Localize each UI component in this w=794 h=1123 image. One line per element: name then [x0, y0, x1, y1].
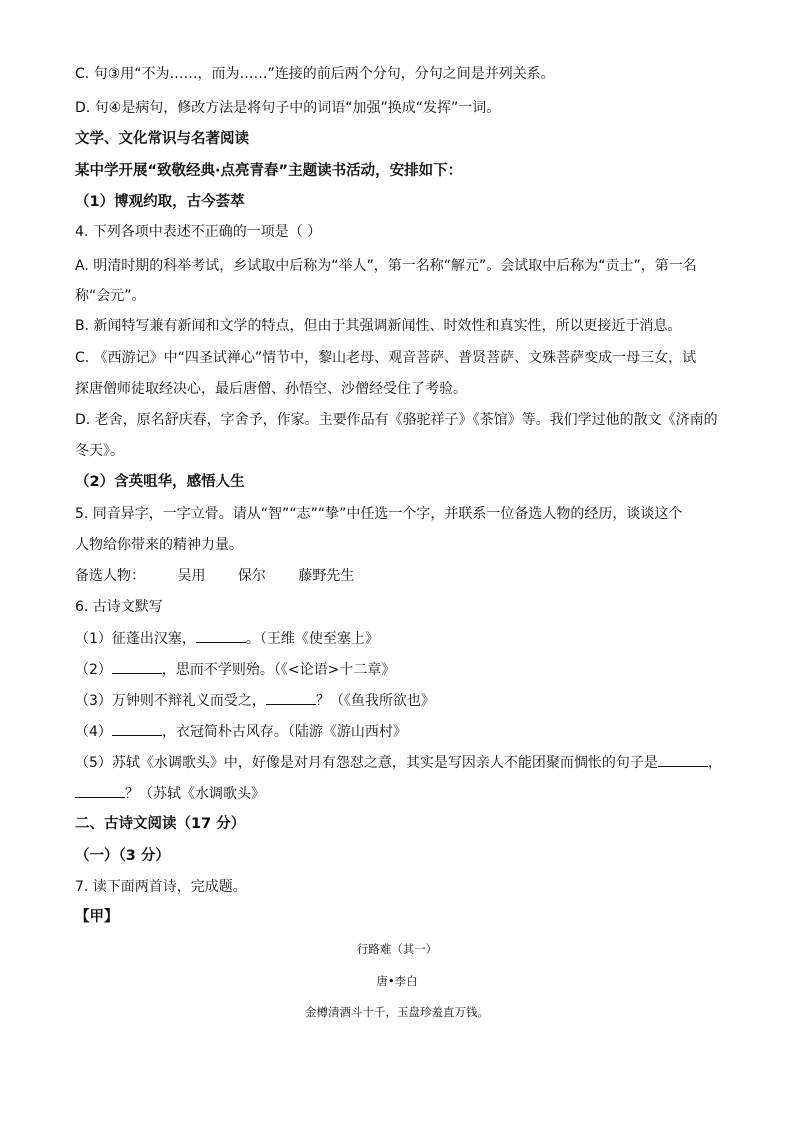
q6-5-text: （5）苏轼《水调歌头》中，好像是对月有怨怼之意，其实是写因亲人不能团聚而惆怅的句子是	[75, 755, 658, 771]
question-7: 7. 读下面两首诗，完成题。	[75, 879, 247, 895]
subsection-1-heading: （一）（3 分）	[75, 848, 170, 864]
q6-5-comma: ，	[707, 755, 722, 771]
answer-blank[interactable]	[266, 690, 316, 705]
candidate-list	[75, 566, 354, 586]
candidates-label: 备选人物：	[75, 568, 145, 584]
candidate-name: 吴用	[177, 568, 206, 584]
answer-blank[interactable]	[112, 721, 162, 736]
activity-intro: 某中学开展“致敬经典·点亮青春”主题读书活动，安排如下：	[75, 163, 463, 179]
question-6: 6. 古诗文默写	[75, 599, 163, 615]
answer-blank[interactable]	[658, 752, 708, 767]
q6-item-1	[75, 628, 379, 649]
q6-1-text: （1）征蓬出汉塞，	[75, 631, 196, 647]
q4-option-d-line1: D. 老舍，原名舒庆春，字舍予，作家。主要作品有《骆驼祥子》《茶馆》等。我们学过他的散文《济南的	[75, 412, 718, 428]
q6-item-5-line2	[75, 783, 265, 804]
q6-4-text: ，衣冠简朴古风存。（陆游《游山西村》	[161, 724, 407, 740]
q4-option-c-line2: 探唐僧师徒取经决心，最后唐僧、孙悟空、沙僧经受住了考验。	[75, 381, 467, 397]
question-5-line2: 人物给你带来的精神力量。	[75, 537, 243, 553]
option-d-line: D. 句④是病句，修改方法是将句子中的词语“加强”换成“发挥”一词。	[75, 100, 501, 116]
answer-blank[interactable]	[112, 659, 162, 674]
poem-label-jia: 【甲】	[75, 909, 119, 925]
candidate-name: 藤野先生	[298, 568, 355, 584]
q6-3-source: ？（《鱼我所欲也》	[315, 693, 435, 709]
answer-blank[interactable]	[196, 628, 246, 643]
q6-item-2	[75, 659, 395, 680]
q6-3-text: （3）万钟则不辩礼义而受之，	[75, 693, 266, 709]
q6-2-text: ，思而不学则殆。（《<论语>十二章》	[161, 662, 396, 678]
poem-title: 行路难（其一）	[356, 942, 438, 956]
option-c-line: C. 句③用“不为……，而为……”连接的前后两个分句，分句之间是并列关系。	[75, 66, 555, 82]
q6-1-source: 。（王维《使至塞上》	[245, 631, 379, 647]
q6-5-source: ？（苏轼《水调歌头》	[125, 786, 265, 802]
section-2-heading: 二、古诗文阅读（17 分）	[75, 816, 246, 832]
question-5-line1: 5. 同音异字，一字立骨。请从“智”“志”“挚”中任选一个字，并联系一位备选人物的经历，谈谈这个	[75, 506, 683, 522]
q4-option-a-line1: A. 明清时期的科举考试，乡试取中后称为“举人”，第一名称“解元”。会试取中后称为“贡士”，第一名	[75, 258, 697, 274]
q4-option-c-line1: C. 《西游记》中“四圣试禅心”情节中，黎山老母、观音菩萨、普贤菩萨、文殊菩萨变成一母三女，试	[75, 350, 697, 366]
q6-4-number: （4）	[75, 724, 112, 740]
q6-item-4	[75, 721, 407, 742]
poem-author: 唐•李白	[376, 974, 418, 988]
part1-heading: （1）博观约取，古今荟萃	[75, 194, 245, 210]
candidate-name: 保尔	[237, 568, 266, 584]
q6-item-3	[75, 690, 435, 711]
q4-option-a-line2: 称“会元”。	[75, 288, 146, 304]
section-heading-literature: 文学、文化常识与名著阅读	[75, 131, 249, 147]
answer-blank[interactable]	[75, 783, 125, 798]
q4-option-d-line2: 冬天》。	[75, 443, 124, 459]
poem-line: 金樽清酒斗十千，玉盘珍羞直万钱。	[305, 1005, 489, 1019]
question-4: 4. 下列各项中表述不正确的一项是（ ）	[75, 224, 322, 240]
q6-item-5-line1	[75, 752, 722, 773]
q6-2-number: （2）	[75, 662, 112, 678]
q4-option-b: B. 新闻特写兼有新闻和文学的特点，但由于其强调新闻性、时效性和真实性，所以更接近于消息。	[75, 318, 682, 334]
part2-heading: （2）含英咀华，感悟人生	[75, 474, 245, 490]
